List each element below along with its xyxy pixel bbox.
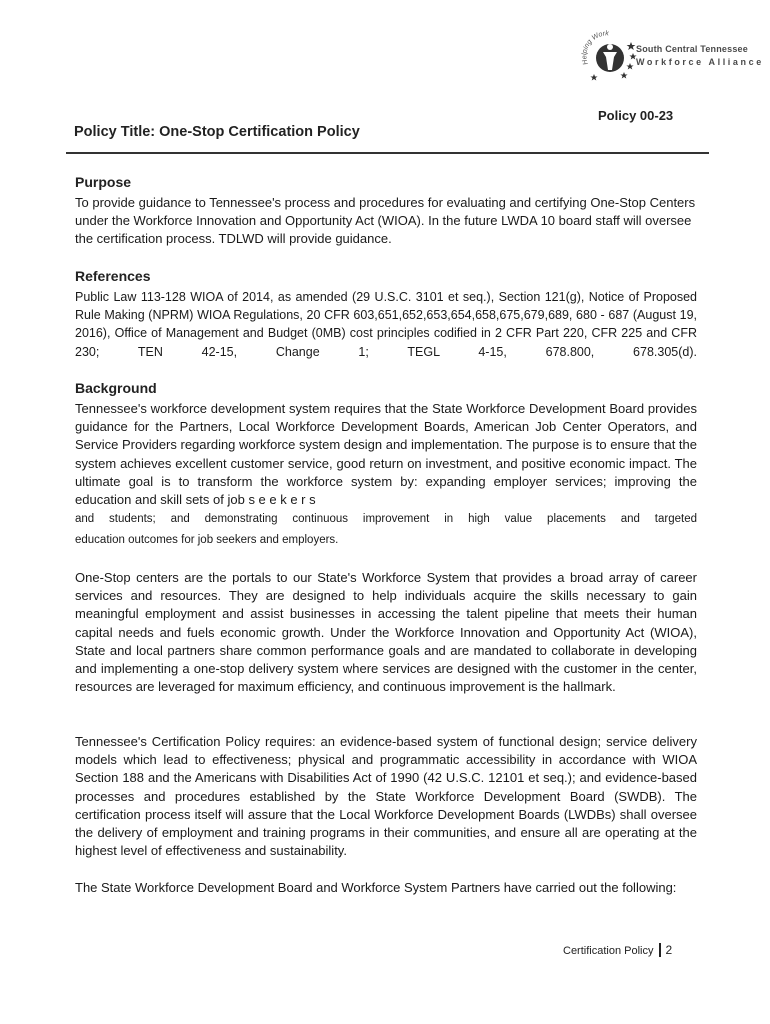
background-paragraph-2: One-Stop centers are the portals to our State's Workforce System that provides a broad array of career services and resources. They are designed to help individuals acquire the skills necessary to gain meaningful employment and assist businesses in accessing the talent pipeline that meets their human capital needs and fuels economic growth. Under the Workforce Innovation and Opportunity Act (WIOA), State and local partners share common performance goals and are mandated to collaborate in developing and implementing a one-stop delivery system where services are designed with the customer in the center, resources are leveraged for maximum efficiency, and continuous improvement is the hallmark. [75, 570, 697, 695]
footer-label: Certification Policy [563, 945, 654, 957]
logo-person-icon [607, 44, 613, 50]
policy-number: Policy 00-23 [598, 108, 674, 123]
org-name-line1: South Central Tennessee [636, 44, 748, 54]
background-paragraph-1 [75, 400, 697, 509]
background-paragraph-1-word: seekers [248, 492, 320, 508]
page-footer [563, 943, 672, 957]
background-paragraph-1-tail-b: education outcomes for job seekers and employers. [75, 534, 339, 546]
page-number: 2 [665, 943, 673, 957]
purpose-body: To provide guidance to Tennessee's process and procedures for evaluating and certifying One-Stop Centers under the Workforce Innovation and Opportunity Act (WIOA). In the future LWDA 10 board staff will oversee the certification process. TDLWD will provide guidance. [75, 195, 696, 247]
background-paragraph-4: The State Workforce Development Board and Workforce System Partners have carried out the following: [75, 880, 677, 895]
purpose-heading: Purpose [75, 174, 132, 190]
policy-title: Policy Title: One-Stop Certification Policy [74, 124, 360, 140]
logo-arc-text: Helping Work [581, 30, 609, 66]
header-divider [66, 152, 709, 154]
logo-star-icon [627, 42, 636, 50]
background-paragraph-1-tail-a: and students; and demonstrating continuous improvement in high value placements and targeted [75, 513, 697, 525]
logo-star-icon [590, 74, 597, 81]
background-paragraph-1-text: Tennessee's workforce development system requires that the State Workforce Development Board provides guidance for the Partners, Local Workforce Development Boards, American Job Center Operators, and Service Providers regarding workforce system design and implementation. The purpose is to ensure that the system achieves excellent customer service, good return on investment, and positive economic impact. The ultimate goal is to transform the workforce system by: expanding employer services; improving the education and skill sets of job [75, 401, 697, 508]
org-name-line2: Workforce Alliance [636, 57, 764, 67]
background-paragraph-3: Tennessee's Certification Policy requires: an evidence-based system of functional design; service delivery models which lead to effectiveness; physical and programmatic accessibility in accordance with WIOA Section 188 and the Americans with Disabilities Act of 1990 (42 U.S.C. 12101 et seq.); and evidence-based processes and procedures established by the State Workforce Development Board (SWDB). The certification process itself will assure that the Local Workforce Development Boards (LWDBs) shall oversee the delivery of employment and training programs in their communities, and ensure all are operating at the highest level of effectiveness and sustainability. [75, 734, 697, 859]
references-body: Public Law 113-128 WIOA of 2014, as amended (29 U.S.C. 3101 et seq.), Section 121(g), Notice of Proposed Rule Making (NPRM) WIOA Regulations, 20 CFR 603,651,652,653,654,658,675,679,689, 680 - 687 (August 19, 2016), Office of Management and Budget (0MB) cost principles codified in 2 CFR Part 220, CFR 225 and CFR 230; TEN 42-15, Change 1; TEGL 4-15, 678.800, 678.305(d). [75, 290, 697, 359]
background-heading: Background [75, 380, 157, 396]
logo-star-icon [626, 63, 633, 70]
references-heading: References [75, 268, 151, 284]
footer-divider [659, 943, 661, 957]
logo-star-icon [620, 72, 627, 79]
